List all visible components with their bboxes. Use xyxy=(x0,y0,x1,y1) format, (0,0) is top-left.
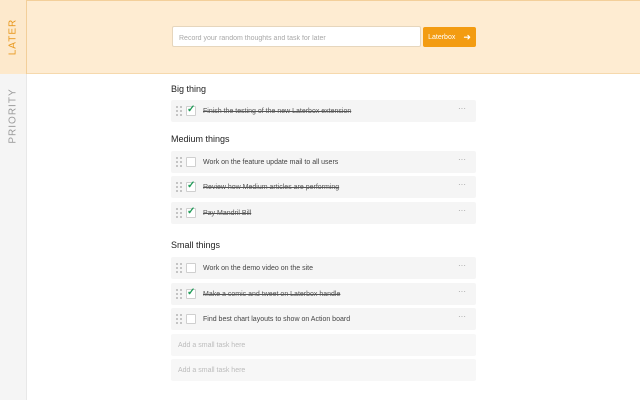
capture-input-wrap xyxy=(172,26,421,47)
more-options-icon[interactable]: ··· xyxy=(458,155,466,164)
task-checkbox[interactable] xyxy=(186,208,196,218)
drag-handle-icon[interactable] xyxy=(176,263,182,273)
add-small-task-input[interactable]: Add a small task here xyxy=(171,334,476,356)
task-row[interactable] xyxy=(171,151,476,173)
task-text: Finish the testing of the new Laterbox extension xyxy=(203,107,352,115)
task-row[interactable] xyxy=(171,176,476,198)
task-checkbox[interactable] xyxy=(186,106,196,116)
capture-input[interactable] xyxy=(173,29,420,48)
sidebar-tab-priority[interactable] xyxy=(0,74,27,164)
section-title-medium-things: Medium things xyxy=(171,134,230,144)
drag-handle-icon[interactable] xyxy=(176,157,182,167)
more-options-icon[interactable]: ··· xyxy=(458,261,466,270)
task-row[interactable] xyxy=(171,308,476,330)
task-text: Find best chart layouts to show on Action board xyxy=(203,315,351,323)
more-options-icon[interactable]: ··· xyxy=(458,104,466,113)
task-checkbox[interactable] xyxy=(186,314,196,324)
task-row[interactable] xyxy=(171,202,476,224)
drag-handle-icon[interactable] xyxy=(176,182,182,192)
task-text: Work on the demo video on the site xyxy=(203,264,313,272)
laterbox-button-label: Laterbox xyxy=(428,33,456,41)
laterbox-button[interactable] xyxy=(423,27,476,47)
add-small-task-input[interactable]: Add a small task here xyxy=(171,359,476,381)
sidebar xyxy=(0,0,27,400)
more-options-icon[interactable]: ··· xyxy=(458,180,466,189)
section-title-small-things: Small things xyxy=(171,240,221,250)
sidebar-tab-later-label: LATER xyxy=(7,18,19,56)
drag-handle-icon[interactable] xyxy=(176,314,182,324)
more-options-icon[interactable]: ··· xyxy=(458,287,466,296)
task-checkbox[interactable] xyxy=(186,289,196,299)
task-row[interactable] xyxy=(171,100,476,122)
task-row[interactable] xyxy=(171,283,476,305)
sidebar-tab-priority-label: PRIORITY xyxy=(7,88,19,144)
task-checkbox[interactable] xyxy=(186,263,196,273)
arrow-right-icon: ➜ xyxy=(463,31,471,42)
drag-handle-icon[interactable] xyxy=(176,208,182,218)
sidebar-tab-later[interactable] xyxy=(0,0,27,74)
task-text: Review how Medium articles are performing xyxy=(203,183,340,191)
more-options-icon[interactable]: ··· xyxy=(458,206,466,215)
section-title-big-thing: Big thing xyxy=(171,84,207,94)
task-text: Make a comic and tweet on Laterbox handle xyxy=(203,290,341,298)
task-checkbox[interactable] xyxy=(186,182,196,192)
drag-handle-icon[interactable] xyxy=(176,106,182,116)
task-text: Pay Mandril Bill xyxy=(203,209,252,217)
task-checkbox[interactable] xyxy=(186,157,196,167)
more-options-icon[interactable]: ··· xyxy=(458,312,466,321)
drag-handle-icon[interactable] xyxy=(176,289,182,299)
task-row[interactable] xyxy=(171,257,476,279)
task-text: Work on the feature update mail to all users xyxy=(203,158,339,166)
